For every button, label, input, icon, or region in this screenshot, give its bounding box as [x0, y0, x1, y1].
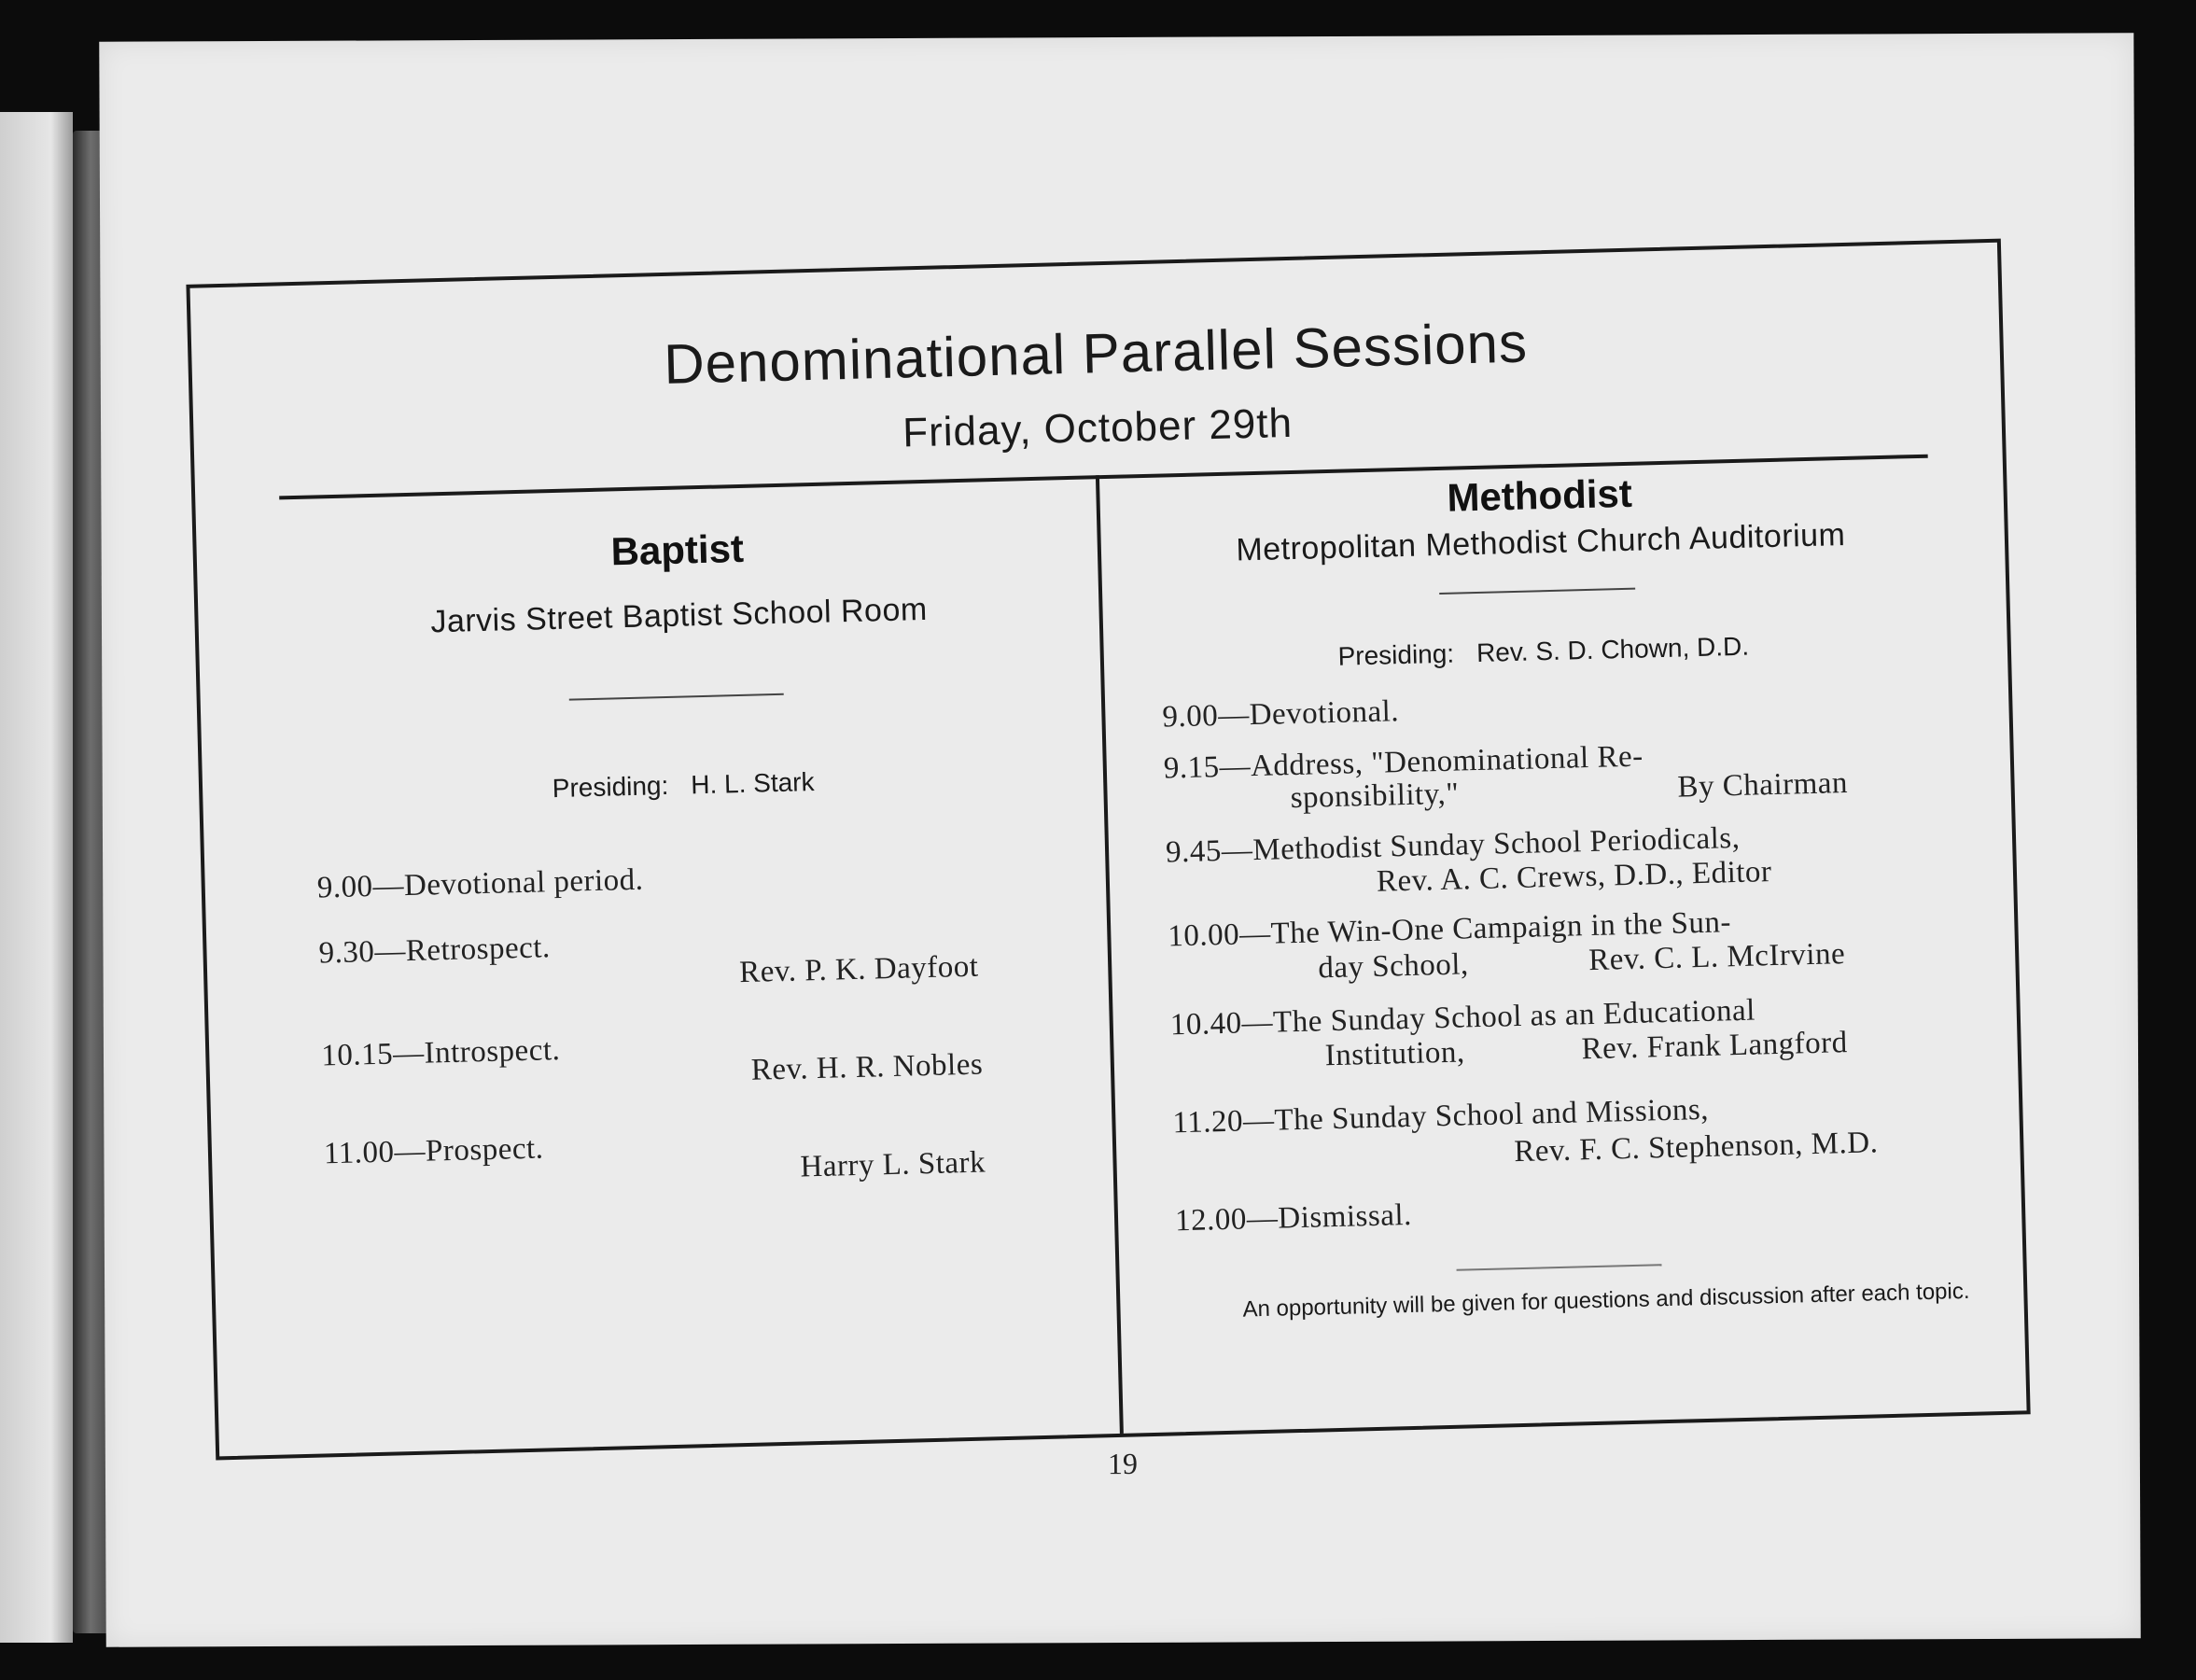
item-speaker: Rev. C. L. McIrvine	[1588, 937, 1846, 978]
page-number: 19	[1107, 1446, 1138, 1481]
item-continuation: sponsibility,"	[1290, 777, 1460, 816]
left-page-edge	[0, 112, 73, 1643]
item-time: 9.30—	[318, 934, 407, 971]
item-time: 10.00—	[1167, 917, 1272, 954]
presiding-label: Presiding:	[1337, 638, 1455, 671]
item-speaker: By Chairman	[1677, 765, 1849, 805]
schedule-item	[324, 1133, 544, 1169]
item-text: The Win-One Campaign in the Sun-	[1270, 905, 1732, 951]
page-title: Denominational Parallel Sessions	[663, 311, 1529, 396]
presiding-name: Rev. S. D. Chown, D.D.	[1476, 631, 1750, 667]
column-divider	[1096, 475, 1124, 1434]
schedule-item	[1162, 696, 1399, 733]
baptist-presiding	[287, 761, 1081, 810]
methodist-heading: Methodist	[1446, 470, 1633, 520]
methodist-presiding	[1133, 626, 1955, 677]
item-speaker: Rev. Frank Langford	[1581, 1026, 1849, 1067]
item-time: 11.00—	[323, 1134, 427, 1171]
schedule-item	[318, 932, 551, 969]
item-text: Methodist Sunday School Periodicals,	[1252, 820, 1741, 868]
item-speaker: Rev. A. C. Crews, D.D., Editor	[1376, 855, 1772, 899]
baptist-column	[279, 476, 1097, 1454]
item-text: Dismissal.	[1277, 1197, 1413, 1236]
item-speaker: Rev. P. K. Dayfoot	[738, 949, 979, 990]
item-text: Address, "Denominational Re-	[1250, 739, 1644, 784]
item-speaker: Rev. F. C. Stephenson, M.D.	[1513, 1126, 1879, 1169]
baptist-venue: Jarvis Street Baptist School Room	[429, 591, 929, 640]
item-speaker: Rev. H. R. Nobles	[750, 1047, 984, 1087]
methodist-bottom-rule	[1457, 1264, 1662, 1271]
item-time: 10.40—	[1169, 1005, 1274, 1043]
presiding-label: Presiding:	[552, 770, 669, 804]
item-continuation: day School,	[1317, 947, 1470, 986]
item-text: Devotional period.	[403, 862, 644, 903]
item-text: Introspect.	[424, 1032, 561, 1071]
baptist-short-rule	[569, 693, 784, 701]
item-time: 9.45—	[1165, 833, 1253, 870]
item-time: 11.20—	[1172, 1103, 1275, 1141]
methodist-venue: Metropolitan Methodist Church Auditorium	[1235, 516, 1846, 568]
presiding-name: H. L. Stark	[690, 767, 815, 800]
session-frame	[186, 239, 2030, 1461]
item-text: Devotional.	[1249, 694, 1400, 733]
program-page	[99, 33, 2140, 1646]
session-date: Friday, October 29th	[902, 399, 1294, 456]
methodist-column	[1128, 454, 1974, 1433]
schedule-item	[320, 1032, 561, 1073]
discussion-note: An opportunity will be given for questions and discussion after each topic.	[1242, 1278, 1970, 1323]
item-text: Retrospect.	[405, 931, 552, 969]
baptist-heading: Baptist	[610, 525, 745, 574]
item-text: The Sunday School as an Educational	[1272, 993, 1756, 1040]
item-speaker: Harry L. Stark	[800, 1145, 986, 1184]
schedule-item	[316, 862, 644, 905]
methodist-short-rule	[1439, 588, 1635, 595]
item-time: 12.00—	[1174, 1201, 1279, 1239]
item-text: Prospect.	[425, 1131, 544, 1169]
item-time: 9.00—	[1162, 698, 1251, 735]
item-continuation: Institution,	[1324, 1035, 1466, 1073]
item-time: 9.00—	[316, 869, 405, 905]
item-text: The Sunday School and Missions,	[1274, 1092, 1710, 1138]
item-time: 9.15—	[1163, 749, 1252, 786]
schedule-item	[1174, 1197, 1413, 1239]
item-time: 10.15—	[320, 1036, 426, 1073]
